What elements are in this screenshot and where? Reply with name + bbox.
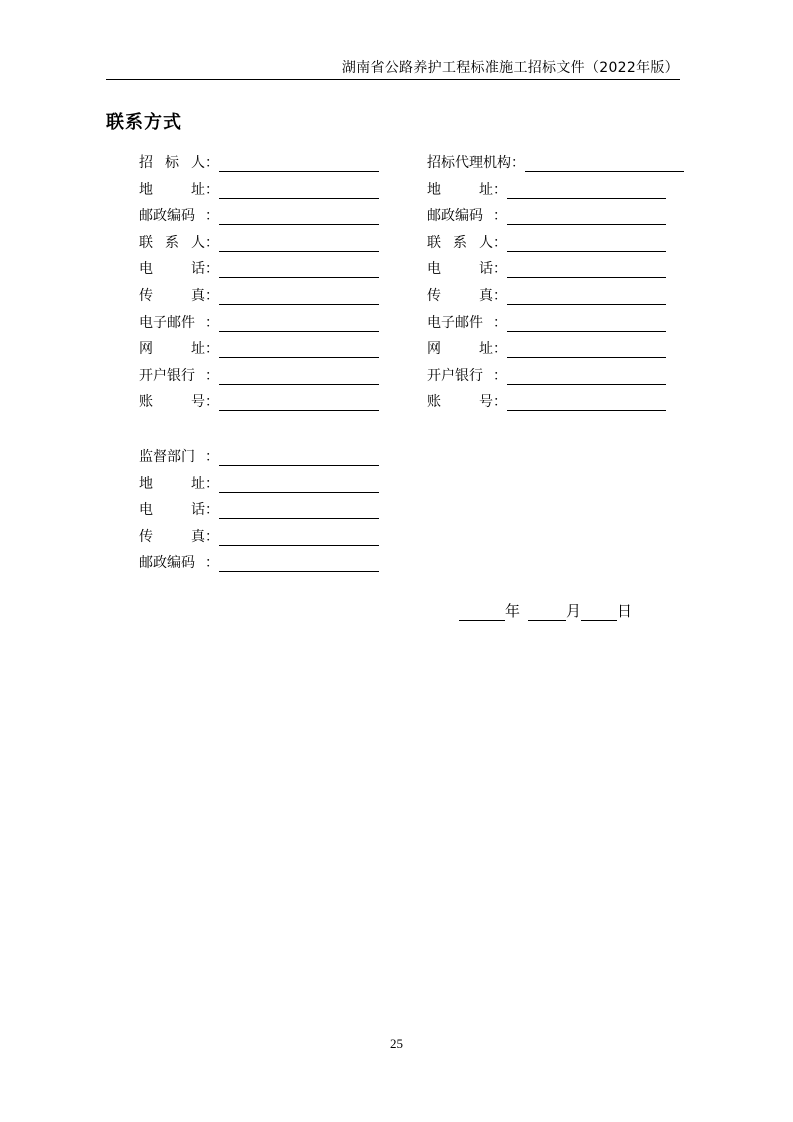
field-colon: ： — [493, 367, 507, 384]
field-blank-line[interactable] — [219, 171, 379, 172]
field-row — [139, 391, 379, 411]
field-row — [427, 179, 666, 199]
field-label: 地 址 — [427, 181, 493, 198]
field-label: 邮政编码 — [139, 555, 195, 572]
field-colon: ： — [205, 208, 219, 225]
field-colon: ： — [205, 394, 219, 411]
field-row — [427, 391, 666, 411]
field-blank-line[interactable] — [507, 357, 666, 358]
date-line — [459, 600, 632, 621]
field-row — [139, 258, 379, 278]
field-row — [139, 152, 379, 172]
field-blank-line[interactable] — [219, 357, 379, 358]
field-colon: ： — [493, 261, 507, 278]
field-colon: ： — [205, 234, 219, 251]
field-colon: ： — [493, 208, 507, 225]
field-label: 网 址 — [139, 341, 205, 358]
field-blank-line[interactable] — [219, 198, 379, 199]
field-blank-line[interactable] — [219, 224, 379, 225]
field-blank-line[interactable] — [507, 224, 666, 225]
field-blank-line[interactable] — [507, 304, 666, 305]
header-divider — [106, 79, 680, 80]
field-blank-line[interactable] — [219, 277, 379, 278]
field-blank-line[interactable] — [219, 331, 379, 332]
field-blank-line[interactable] — [507, 331, 666, 332]
month-label: 月 — [566, 602, 582, 620]
field-row — [139, 552, 379, 572]
field-colon: ： — [205, 502, 219, 519]
field-blank-line[interactable] — [507, 384, 666, 385]
field-blank-line[interactable] — [219, 545, 379, 546]
field-label: 电子邮件 — [139, 314, 195, 331]
field-colon: ： — [205, 367, 219, 384]
field-colon: ： — [493, 341, 507, 358]
field-label: 传 真 — [139, 528, 205, 545]
field-row — [427, 152, 684, 172]
field-label: 账 号 — [427, 394, 493, 411]
field-label: 联 系 人 — [427, 234, 493, 251]
field-row — [427, 258, 666, 278]
field-label: 传 真 — [427, 288, 493, 304]
field-label: 监督部门 — [139, 449, 195, 465]
field-colon: ： — [205, 341, 219, 358]
field-label: 开户银行 — [427, 367, 483, 384]
field-label: 电 话 — [139, 261, 205, 278]
field-blank-line[interactable] — [219, 492, 379, 493]
field-label: 地 址 — [139, 475, 205, 492]
field-label: 账 号 — [139, 394, 205, 411]
field-colon: ： — [493, 394, 507, 411]
year-blank[interactable] — [459, 602, 505, 621]
field-label: 邮政编码 — [427, 208, 483, 225]
field-colon: ： — [205, 475, 219, 492]
field-colon: ： — [493, 181, 507, 198]
field-label: 电子邮件 — [427, 314, 483, 331]
field-row — [427, 312, 666, 332]
field-label: 传 真 — [139, 288, 205, 304]
field-label: 招 标 人 — [139, 155, 205, 171]
year-label: 年 — [505, 602, 521, 620]
field-colon: ： — [205, 261, 219, 278]
field-blank-line[interactable] — [219, 384, 379, 385]
field-blank-line[interactable] — [219, 518, 379, 519]
field-blank-line[interactable] — [507, 410, 666, 411]
field-label: 地 址 — [139, 181, 205, 198]
day-label: 日 — [617, 602, 633, 620]
field-label: 联 系 人 — [139, 234, 205, 251]
month-blank[interactable] — [528, 602, 566, 621]
field-colon: ： — [493, 314, 507, 331]
field-label: 网 址 — [427, 341, 493, 358]
field-colon: ： — [493, 288, 507, 304]
field-row — [427, 232, 666, 252]
field-row — [139, 338, 379, 358]
field-colon: ： — [493, 234, 507, 251]
running-header: 湖南省公路养护工程标准施工招标文件（2022年版） — [341, 60, 679, 76]
field-colon: ： — [205, 181, 219, 198]
field-blank-line[interactable] — [219, 410, 379, 411]
field-blank-line[interactable] — [507, 251, 666, 252]
field-row — [139, 205, 379, 225]
field-colon: ： — [205, 155, 219, 171]
field-row — [139, 312, 379, 332]
field-blank-line[interactable] — [219, 571, 379, 572]
field-colon: ： — [511, 155, 525, 171]
field-row — [139, 473, 379, 493]
field-blank-line[interactable] — [219, 304, 379, 305]
field-label: 电 话 — [427, 261, 493, 278]
section-title: 联系方式 — [106, 112, 182, 133]
field-blank-line[interactable] — [525, 171, 684, 172]
field-row — [139, 365, 379, 385]
field-colon: ： — [205, 288, 219, 304]
field-row — [139, 446, 379, 466]
page-number: 25 — [390, 1036, 403, 1051]
field-row — [427, 365, 666, 385]
field-row — [139, 499, 379, 519]
field-blank-line[interactable] — [507, 277, 666, 278]
field-blank-line[interactable] — [507, 198, 666, 199]
field-row — [427, 205, 666, 225]
day-blank[interactable] — [581, 602, 617, 621]
field-colon: ： — [205, 449, 219, 465]
field-colon: ： — [205, 528, 219, 545]
field-colon: ： — [205, 555, 219, 572]
field-row — [427, 285, 666, 305]
field-label: 电 话 — [139, 502, 205, 519]
field-row — [139, 285, 379, 305]
field-row — [139, 232, 379, 252]
field-label: 邮政编码 — [139, 208, 195, 225]
field-row — [427, 338, 666, 358]
field-colon: ： — [205, 314, 219, 331]
field-row — [139, 179, 379, 199]
field-blank-line[interactable] — [219, 251, 379, 252]
field-label: 招标代理机构 — [427, 155, 511, 171]
field-row — [139, 526, 379, 546]
field-blank-line[interactable] — [219, 465, 379, 466]
field-label: 开户银行 — [139, 367, 195, 384]
